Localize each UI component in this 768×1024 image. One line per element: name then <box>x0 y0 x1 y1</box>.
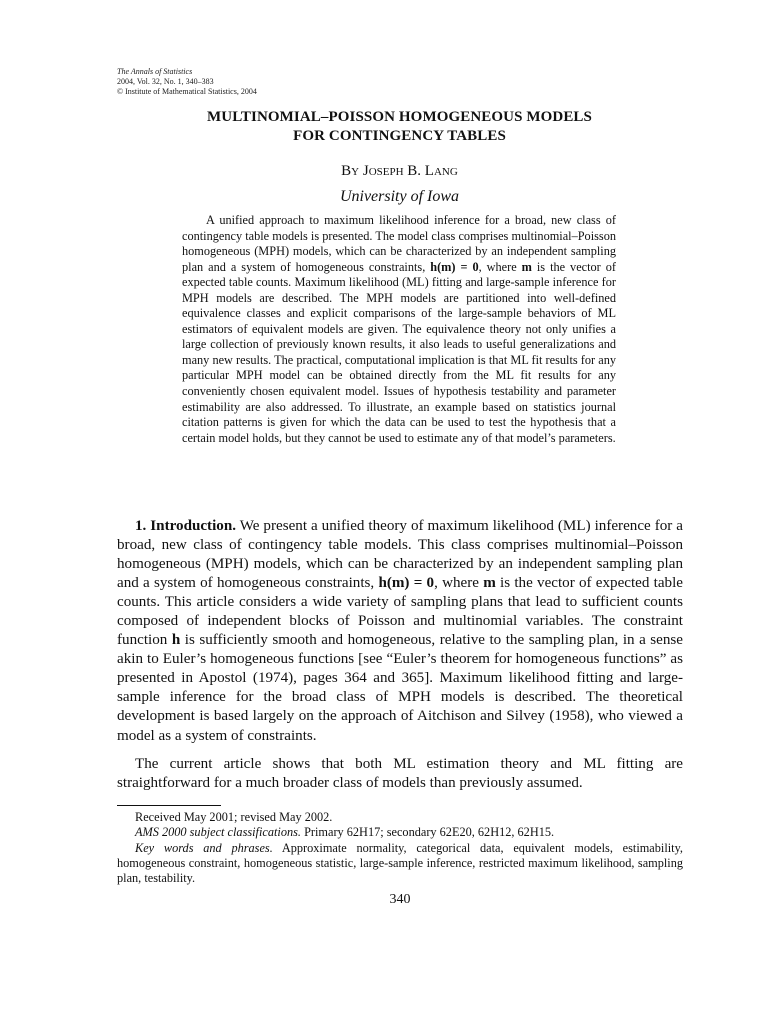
abstract-text-2: , where <box>478 259 522 274</box>
footnotes <box>117 810 683 886</box>
intro-constraint: h(m) = 0 <box>378 575 435 592</box>
abstract-m: m <box>521 259 532 274</box>
introduction-paragraph-1 <box>117 517 683 746</box>
footnote-rule <box>117 805 221 806</box>
received-note: Received May 2001; revised May 2002. <box>135 810 333 824</box>
author-name: Joseph B. Lang <box>362 163 458 179</box>
title-line-1: MULTINOMIAL–POISSON HOMOGENEOUS MODELS <box>207 109 592 125</box>
ams-classification-note <box>117 825 683 840</box>
intro-text-b: , where <box>434 575 484 592</box>
volume-line: 2004, Vol. 32, No. 1, 340–383 <box>117 77 214 86</box>
intro-text-d: is sufficiently smooth and homogeneous, relative to the sampling plan, in a sense akin to Euler’s homogeneous functions [see “Euler’s theorem for homogeneous functions” as presented in Apostol (1974), pages 364 and 365]. Maximum likelihood fitting and large-sample inference for the broad class of MPH models is described. The theoretical development is based largely on the approach of Aitchison and Silvey (1958), who viewed a model as a system of constraints. <box>117 632 683 744</box>
intro-m: m <box>483 575 496 592</box>
abstract-text-3: is the vector of expected table counts. Maximum likelihood (ML) fitting and large-sample inference for MPH models are described. The MPH models are partitioned into well-defined equivalence classes and explicit comparisons of the large-sample behaviors of ML estimators of equivalent models are given. The equivalence theory not only unifies a large collection of previously known results, it also leads to useful generalizations and many new results. The practical, computational implication is that ML fit results for any particular MPH model can be obtained directly from the ML fit results for any conveniently chosen equivalent model. Issues of hypothesis testability and parameter estimability are also addressed. To illustrate, an example based on statistics journal citation patterns is given for which the data can be used to test the hypothesis that a certain model holds, but they cannot be used to estimate any of that model’s parameters. <box>182 259 616 445</box>
author-byline <box>117 162 682 180</box>
ams-text: Primary 62H17; secondary 62E20, 62H12, 62H15. <box>301 825 555 840</box>
intro-text-c: is the vector of expected table counts. This article considers a wide variety of sampling plans that lead to sufficient counts composed of independent blocks of Poisson and multinomial variables. The constraint function <box>117 575 683 649</box>
paper-title <box>117 108 682 146</box>
ams-label: AMS 2000 subject classifications. <box>135 825 301 840</box>
keywords-label: Key words and phrases. <box>135 840 273 855</box>
introduction-paragraph-2: The current article shows that both ML estimation theory and ML fitting are straightforward for a much broader class of models than previously assumed. <box>117 756 683 792</box>
copyright-line: © Institute of Mathematical Statistics, 2004 <box>117 87 257 96</box>
abstract-constraint: h(m) = 0 <box>430 259 479 274</box>
by-word: By <box>341 163 360 179</box>
author-affiliation: University of Iowa <box>339 188 460 205</box>
intro-text-a: We present a unified theory of maximum likelihood (ML) inference for a broad, new class of contingency table models. This class comprises multinomial–Poisson homogeneous (MPH) models, which can be characterized by an independent sampling plan and a system of homogeneous constraints, <box>117 518 683 592</box>
section-heading: 1. Introduction. <box>135 518 236 534</box>
intro-h: h <box>171 632 181 649</box>
keywords-text: Approximate normality, categorical data, equivalent models, estimability, homogeneous constraint, homogeneous statistic, large-sample inference, restricted maximum likelihood, sampling plan, testability. <box>117 840 683 886</box>
journal-name: The Annals of Statistics <box>117 67 193 76</box>
keywords-note <box>117 841 683 887</box>
title-line-2: FOR CONTINGENCY TABLES <box>293 128 506 144</box>
abstract-text-1: A unified approach to maximum likelihood inference for a broad, new class of contingency table models is presented. The model class comprises multinomial–Poisson homogeneous (MPH) models, which can be characterized by an independent sampling plan and a system of homogeneous constraints, <box>182 213 616 274</box>
journal-header <box>117 67 257 97</box>
abstract <box>182 213 616 446</box>
page-number: 340 <box>389 892 411 907</box>
